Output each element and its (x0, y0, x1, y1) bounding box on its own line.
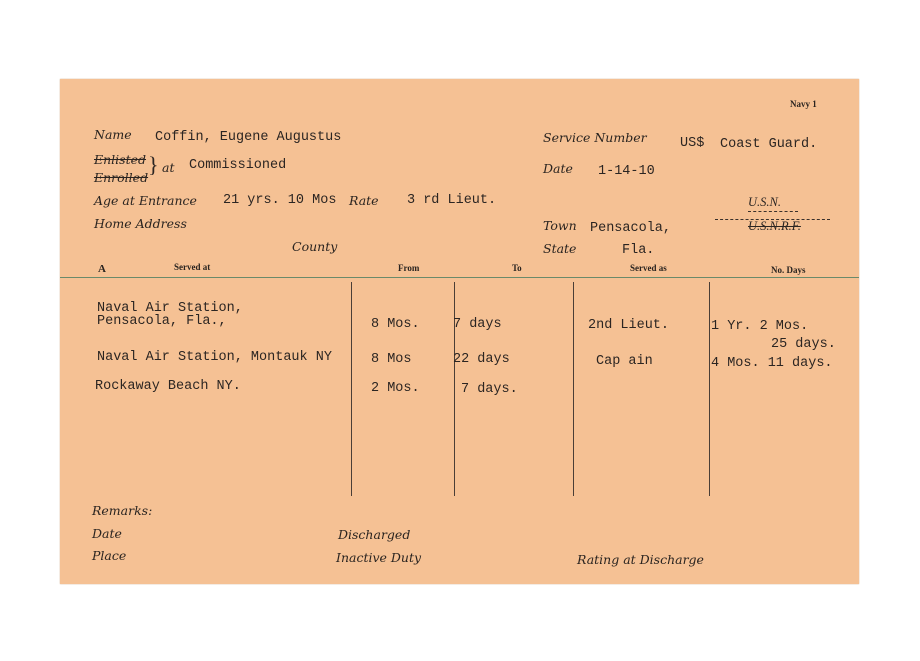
rating-at-discharge-label: Rating at Discharge (577, 552, 704, 567)
place-label: Place (92, 548, 127, 563)
name-label: Name (94, 127, 132, 142)
served-at-line-1: Naval Air Station, Montauk NY (97, 350, 332, 365)
to-value: 22 days (453, 352, 510, 367)
from-value: 8 Mos (371, 352, 412, 367)
served-at-line-1: Naval Air Station, (97, 301, 243, 316)
col-divider-2 (454, 282, 455, 496)
served-as-value: Cap ain (596, 354, 653, 369)
home-address-label: Home Address (94, 216, 187, 231)
header-rule (60, 277, 859, 278)
col-served-at: Served at (174, 262, 211, 272)
col-a: A (98, 263, 106, 275)
at-label: at (162, 160, 175, 175)
col-served-as: Served as (630, 263, 667, 273)
from-value: 2 Mos. (371, 381, 420, 396)
rate-value: 3 rd Lieut. (407, 193, 497, 208)
date-label: Date (543, 161, 573, 176)
date-footer-label: Date (92, 526, 122, 541)
col-from: From (398, 263, 420, 273)
remarks-label: Remarks: (92, 503, 153, 518)
enlisted-label: Enlisted (94, 152, 147, 167)
col-no-days: No. Days (771, 265, 806, 275)
bracket-glyph: } (148, 152, 159, 177)
county-label: County (292, 239, 338, 254)
date-value: 1-14-10 (598, 164, 655, 179)
rate-label: Rate (349, 193, 379, 208)
name-value: Coffin, Eugene Augustus (155, 130, 342, 145)
usn-underline (748, 211, 798, 212)
state-label: State (543, 241, 577, 256)
from-value: 8 Mos. (371, 317, 420, 332)
col-to: To (512, 263, 522, 273)
service-number-value: Coast Guard. (720, 137, 818, 152)
enrolled-label: Enrolled (94, 170, 149, 185)
service-number-label: Service Number (543, 130, 647, 145)
town-label: Town (543, 218, 577, 233)
to-value: 7 days (453, 317, 502, 332)
service-prefix: US$ (680, 136, 705, 151)
usnrf-option: U.S.N.R.F. (748, 219, 801, 233)
age-value: 21 yrs. 10 Mos (223, 193, 337, 208)
service-record-card (60, 79, 859, 584)
days-line-2: 25 days. (771, 337, 836, 352)
age-label: Age at Entrance (94, 193, 197, 208)
col-divider-4 (709, 282, 710, 496)
days-line-1: 4 Mos. 11 days. (711, 356, 833, 371)
usn-option: U.S.N. (748, 195, 781, 209)
inactive-duty-label: Inactive Duty (336, 550, 422, 565)
discharged-label: Discharged (338, 527, 411, 542)
enlisted-at-value: Commissioned (189, 158, 287, 173)
served-at-line-1: Rockaway Beach NY. (95, 379, 241, 394)
served-at-line-2: Pensacola, Fla., (97, 314, 227, 329)
form-id: Navy 1 (790, 99, 817, 109)
town-value: Pensacola, (590, 221, 672, 236)
col-divider-3 (573, 282, 574, 496)
state-value: Fla. (622, 243, 655, 258)
served-as-value: 2nd Lieut. (588, 318, 670, 333)
to-value: 7 days. (461, 382, 518, 397)
days-line-1: 1 Yr. 2 Mos. (711, 319, 809, 334)
col-divider-1 (351, 282, 352, 496)
